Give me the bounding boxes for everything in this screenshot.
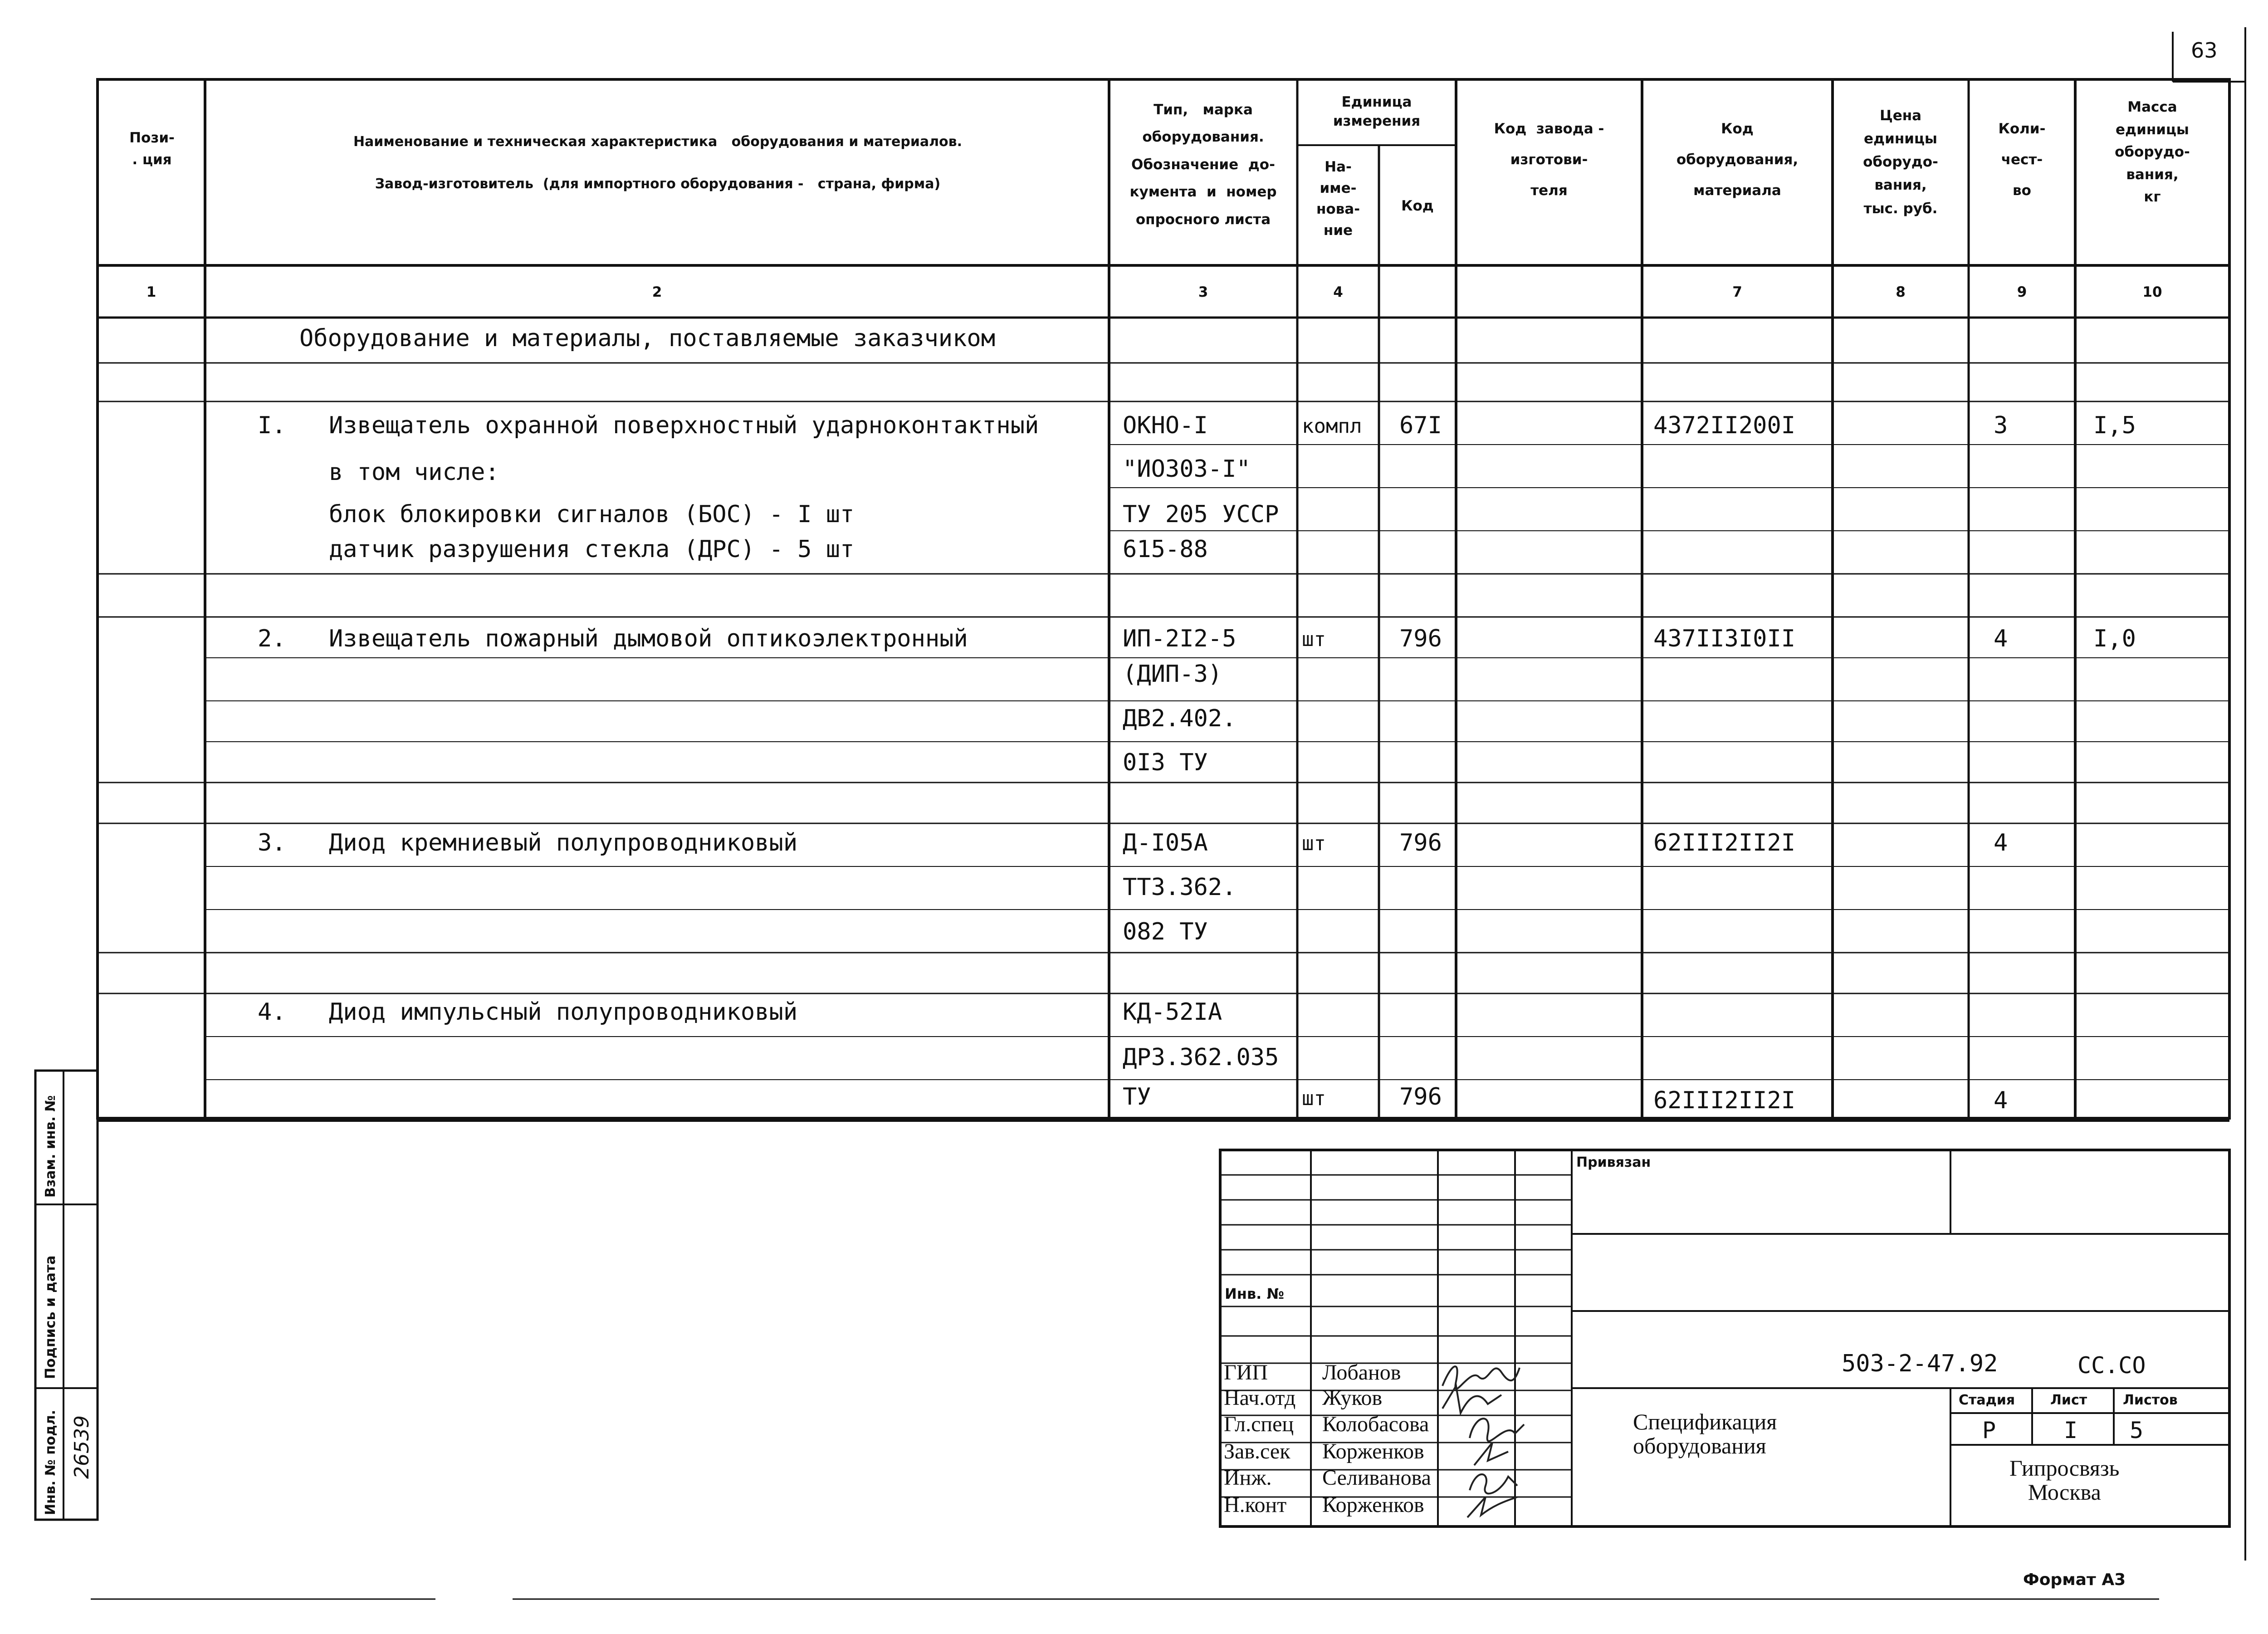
row-1-quantity: 3 xyxy=(1994,412,2008,439)
row-4-type-3: ТУ xyxy=(1123,1083,1151,1111)
row-1-sub-2: блок блокировки сигналов (БОС) - I шт xyxy=(329,501,855,528)
header-mass: Масса единицы оборудо- вания, кг xyxy=(2115,99,2190,205)
side-vzam-inv: Взам. инв. № xyxy=(43,1095,59,1198)
stamp-name-6: Корженков xyxy=(1322,1493,1424,1517)
col-number-10: 10 xyxy=(2142,284,2162,300)
row-2-mass: I,0 xyxy=(2093,625,2136,652)
col-number-3: 3 xyxy=(1198,284,1208,300)
header-equipment-code: Код оборудования, материала xyxy=(1676,121,1799,199)
stamp-sheets: 5 xyxy=(2130,1417,2144,1443)
row-2-type: ИП-2I2-5 xyxy=(1123,625,1237,652)
col-number-7: 7 xyxy=(1732,284,1742,300)
row-3-type: Д-I05А xyxy=(1123,829,1208,856)
row-4-type-2: ДР3.362.035 xyxy=(1123,1044,1279,1071)
row-2-position: 2. xyxy=(258,625,286,652)
stamp-name-2: Жуков xyxy=(1322,1386,1383,1410)
header-unit-code: Код xyxy=(1401,198,1434,214)
header-unit-name: На- име- нова- ние xyxy=(1316,159,1360,239)
row-3-quantity: 4 xyxy=(1994,829,2008,856)
row-4-type: КД-52IА xyxy=(1123,998,1222,1026)
row-1-name: Извещатель охранной поверхностный ударноконтактный xyxy=(329,412,1039,439)
stamp-role-5: Инж. xyxy=(1224,1466,1272,1490)
stamp-role-3: Гл.спец xyxy=(1224,1412,1294,1436)
stamp-name-4: Корженков xyxy=(1322,1439,1424,1463)
stamp-role-6: Н.конт xyxy=(1224,1493,1287,1517)
stamp-name-1: Лобанов xyxy=(1322,1360,1401,1384)
stamp-name-3: Колобасова xyxy=(1322,1412,1429,1436)
row-3-type-2: ТТ3.362. xyxy=(1123,874,1237,901)
col-number-1: 1 xyxy=(146,284,156,300)
row-4-quantity: 4 xyxy=(1994,1087,2008,1114)
stamp-org: Гипросвязь Москва xyxy=(2009,1455,2120,1505)
row-2-unit: шт xyxy=(1302,628,1326,651)
header-unit-group: Единица измерения xyxy=(1333,94,1421,129)
section-title: Оборудование и материалы, поставляемые заказчиком xyxy=(299,325,996,352)
row-2-quantity: 4 xyxy=(1994,625,2008,652)
row-4-unit-code: 796 xyxy=(1399,1083,1442,1111)
row-3-code: 62III2II2I xyxy=(1653,829,1796,856)
row-3-position: 3. xyxy=(258,829,286,856)
row-1-unit: компл xyxy=(1302,415,1362,438)
stamp-stage: Р xyxy=(1982,1417,1996,1443)
row-2-type-4: 0I3 ТУ xyxy=(1123,749,1208,776)
row-1-sub-3: датчик разрушения стекла (ДРС) - 5 шт xyxy=(329,536,855,563)
row-4-unit: шт xyxy=(1302,1087,1326,1110)
stamp-doc-suffix: СС.СО xyxy=(2077,1352,2146,1379)
row-4-code: 62III2II2I xyxy=(1653,1087,1796,1114)
stamp-privyazan: Привязан xyxy=(1576,1155,1651,1170)
stamp-doc-code: 503-2-47.92 xyxy=(1842,1350,1998,1377)
stamp-role-4: Зав.сек xyxy=(1224,1439,1290,1463)
row-2-type-3: ДВ2.402. xyxy=(1123,705,1237,732)
page-number: 63 xyxy=(2191,38,2218,63)
row-3-unit: шт xyxy=(1302,832,1326,855)
row-3-name: Диод кремниевый полупроводниковый xyxy=(329,829,798,856)
header-price: Цена единицы оборудо- вания, тыс. руб. xyxy=(1863,108,1938,217)
header-factory-code: Код завода - изготови- теля xyxy=(1494,121,1604,199)
stamp-title: Спецификация оборудования xyxy=(1633,1409,1777,1458)
side-podpis-data: Подпись и дата xyxy=(43,1255,59,1379)
stamp-stage-label: Стадия xyxy=(1959,1392,2015,1408)
format-label: Формат А3 xyxy=(2023,1570,2126,1589)
stamp-sheets-label: Листов xyxy=(2123,1392,2178,1408)
row-2-unit-code: 796 xyxy=(1399,625,1442,652)
row-4-name: Диод импульсный полупроводниковый xyxy=(329,998,798,1026)
stamp-sheet-label: Лист xyxy=(2050,1392,2087,1408)
row-1-type: ОКНО-I xyxy=(1123,412,1208,439)
row-1-mass: I,5 xyxy=(2093,412,2136,439)
stamp-role-2: Нач.отд xyxy=(1224,1386,1296,1410)
stamp-name-5: Селиванова xyxy=(1322,1466,1431,1490)
row-1-sub-1-type: "ИО303-I" xyxy=(1123,455,1251,483)
col-number-2: 2 xyxy=(652,284,662,300)
header-position: Пози- . ция xyxy=(129,130,175,168)
row-1-sub-3-type: 615-88 xyxy=(1123,536,1208,563)
row-1-sub-2-type: ТУ 205 УССР xyxy=(1123,501,1279,528)
row-2-type-2: (ДИП-3) xyxy=(1123,660,1222,688)
row-2-code: 437II3I0II xyxy=(1653,625,1796,652)
stamp-sheet: I xyxy=(2064,1417,2078,1443)
header-type: Тип, марка оборудования. Обозначение до- кумента и номер опросного листа xyxy=(1129,102,1277,228)
row-3-unit-code: 796 xyxy=(1399,829,1442,856)
row-4-position: 4. xyxy=(258,998,286,1026)
col-number-4: 4 xyxy=(1333,284,1343,300)
row-1-position: I. xyxy=(258,412,286,439)
header-quantity: Коли- чест- во xyxy=(1998,121,2046,199)
row-2-name: Извещатель пожарный дымовой оптикоэлектронный xyxy=(329,625,968,652)
row-3-type-3: 082 ТУ xyxy=(1123,918,1208,945)
col-number-8: 8 xyxy=(1896,284,1906,300)
signature-6 xyxy=(1461,1488,1524,1524)
row-1-sub-1: в том числе: xyxy=(329,459,499,486)
stamp-inv-no: Инв. № xyxy=(1225,1285,1284,1302)
header-name: Наименование и техническая характеристика оборудования и материалов. Завод-изготовитель (для импортного оборудования - страна, фирма) xyxy=(353,134,963,192)
row-1-unit-code: 67I xyxy=(1399,412,1442,439)
side-inv-value: 26539 xyxy=(70,1415,93,1479)
col-number-9: 9 xyxy=(2017,284,2027,300)
stamp-role-1: ГИП xyxy=(1224,1360,1268,1384)
side-inv-podl: Инв. № подл. xyxy=(43,1409,59,1515)
row-1-code: 4372II200I xyxy=(1653,412,1796,439)
